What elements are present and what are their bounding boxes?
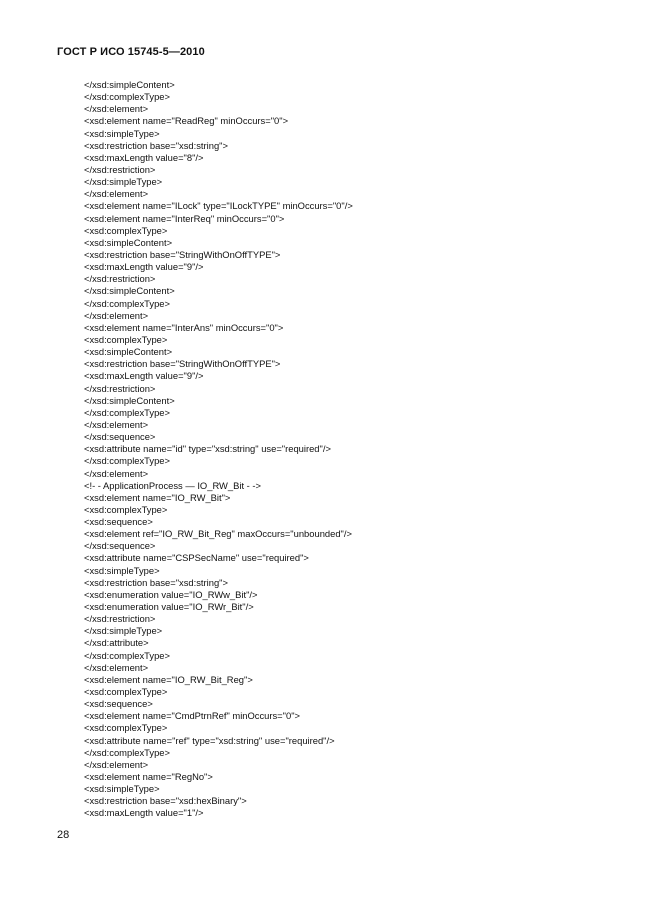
code-line: </xsd:restriction> [84, 382, 156, 394]
code-line: <xsd:element name="ILock" type="ILockTYPE" minOccurs="0"/> [84, 200, 353, 212]
code-line: <xsd:element name="IO_RW_Bit_Reg"> [84, 673, 253, 685]
code-line: </xsd:complexType> [84, 649, 170, 661]
code-line: <xsd:sequence> [84, 698, 153, 710]
code-line: </xsd:element> [84, 661, 149, 673]
code-line: </xsd:complexType> [84, 406, 170, 418]
code-line: <xsd:restriction base="xsd:string"> [84, 576, 228, 588]
standard-designation: ГОСТ Р ИСО 15745-5—2010 [57, 46, 205, 58]
code-line: <xsd:complexType> [84, 686, 168, 698]
code-line: <xsd:simpleType> [84, 783, 160, 795]
code-line: <xsd:enumeration value="IO_RWr_Bit"/> [84, 601, 254, 613]
code-line: </xsd:sequence> [84, 431, 156, 443]
code-line: <xsd:maxLength value="1"/> [84, 807, 204, 819]
code-line: </xsd:complexType> [84, 91, 170, 103]
code-line: <xsd:element name="CmdPtrnRef" minOccurs="0"> [84, 710, 301, 722]
code-line: <xsd:restriction base="xsd:hexBinary"> [84, 795, 247, 807]
code-line: <xsd:sequence> [84, 516, 153, 528]
code-line: <xsd:complexType> [84, 722, 168, 734]
code-line: <xsd:element ref="IO_RW_Bit_Reg" maxOccurs="unbounded"/> [84, 528, 352, 540]
code-line: </xsd:complexType> [84, 297, 170, 309]
code-line: <xsd:simpleType> [84, 564, 160, 576]
code-line: <xsd:restriction base="xsd:string"> [84, 139, 228, 151]
code-line: </xsd:element> [84, 467, 149, 479]
code-line: </xsd:complexType> [84, 746, 170, 758]
code-line: </xsd:element> [84, 418, 149, 430]
code-line: <xsd:element name="IO_RW_Bit"> [84, 491, 231, 503]
code-line: <xsd:enumeration value="IO_RWw_Bit"/> [84, 588, 258, 600]
code-line: </xsd:element> [84, 758, 149, 770]
code-line: </xsd:sequence> [84, 540, 156, 552]
code-line: <xsd:attribute name="ref" type="xsd:string" use="required"/> [84, 734, 335, 746]
code-line: </xsd:restriction> [84, 273, 156, 285]
code-line: <xsd:simpleContent> [84, 346, 173, 358]
code-line: </xsd:simpleContent> [84, 394, 175, 406]
code-line: <xsd:element name="RegNo"> [84, 771, 213, 783]
code-line: </xsd:restriction> [84, 163, 156, 175]
code-line: </xsd:complexType> [84, 455, 170, 467]
code-line: <xsd:restriction base="StringWithOnOffTYPE"> [84, 248, 281, 260]
code-line: <xsd:complexType> [84, 224, 168, 236]
code-line: </xsd:element> [84, 103, 149, 115]
code-line: </xsd:attribute> [84, 637, 149, 649]
code-line: <xsd:attribute name="CSPSecName" use="required"> [84, 552, 309, 564]
code-line: <xsd:maxLength value="8"/> [84, 151, 204, 163]
code-line: <xsd:complexType> [84, 333, 168, 345]
code-line: </xsd:simpleType> [84, 176, 163, 188]
code-line: <xsd:element name="InterReq" minOccurs="0"> [84, 212, 285, 224]
page-number: 28 [57, 829, 70, 841]
code-line: </xsd:restriction> [84, 613, 156, 625]
code-line: <xsd:element name="InterAns" minOccurs="0"> [84, 321, 284, 333]
code-line: </xsd:simpleType> [84, 625, 163, 637]
code-line: <xsd:complexType> [84, 503, 168, 515]
code-line: </xsd:simpleContent> [84, 79, 175, 90]
code-line: <xsd:maxLength value="9"/> [84, 370, 204, 382]
code-line: <xsd:maxLength value="9"/> [84, 261, 204, 273]
code-line: <xsd:simpleType> [84, 127, 160, 139]
code-line: <xsd:attribute name="id" type="xsd:string" use="required"/> [84, 443, 331, 455]
code-line: </xsd:simpleContent> [84, 285, 175, 297]
code-line: </xsd:element> [84, 309, 149, 321]
xml-schema-listing [84, 79, 353, 820]
code-line: <xsd:simpleContent> [84, 236, 173, 248]
code-line: <xsd:element name="ReadReg" minOccurs="0"> [84, 115, 289, 127]
code-line: </xsd:element> [84, 188, 149, 200]
code-line: <xsd:restriction base="StringWithOnOffTYPE"> [84, 358, 281, 370]
code-line: <!- - ApplicationProcess — IO_RW_Bit - -> [84, 479, 261, 491]
